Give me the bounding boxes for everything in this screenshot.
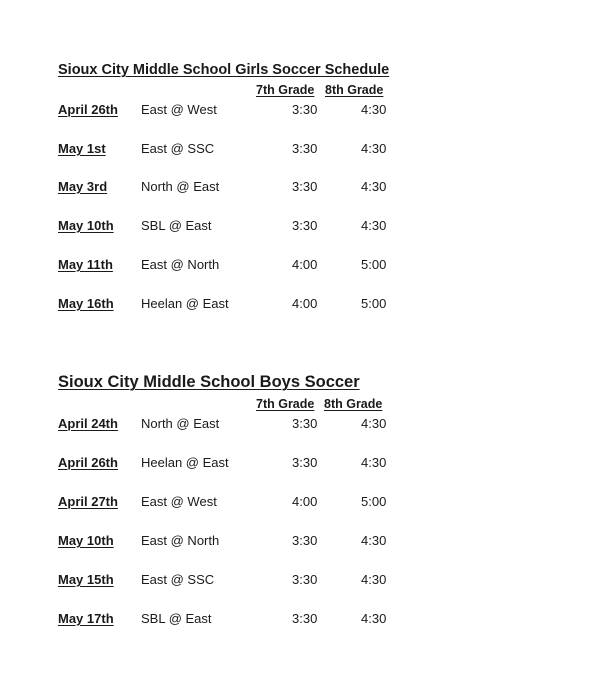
- game-time-8th: 4:30: [361, 102, 387, 117]
- game-matchup: East @ West: [141, 494, 217, 509]
- girls-game-row: [0, 296, 616, 316]
- boys-game-row: [0, 533, 616, 553]
- game-time-8th: 4:30: [361, 572, 387, 587]
- game-date: May 15th: [58, 572, 114, 587]
- game-matchup: East @ North: [141, 533, 220, 548]
- boys-7th-grade-header: 7th Grade: [256, 397, 315, 411]
- game-matchup: SBL @ East: [141, 611, 212, 626]
- game-time-7th: 3:30: [292, 611, 318, 626]
- game-matchup: North @ East: [141, 416, 220, 431]
- girls-game-row: [0, 218, 616, 238]
- game-time-7th: 3:30: [292, 141, 318, 156]
- game-time-7th: 3:30: [292, 179, 318, 194]
- game-time-8th: 4:30: [361, 455, 387, 470]
- game-time-8th: 4:30: [361, 533, 387, 548]
- boys-8th-grade-header: 8th Grade: [324, 397, 383, 411]
- boys-schedule-title: Sioux City Middle School Boys Soccer: [58, 373, 360, 391]
- game-time-7th: 4:00: [292, 257, 318, 272]
- game-date: April 26th: [58, 455, 118, 470]
- game-matchup: East @ West: [141, 102, 217, 117]
- game-matchup: SBL @ East: [141, 218, 212, 233]
- game-date: April 24th: [58, 416, 118, 431]
- game-date: May 17th: [58, 611, 114, 626]
- game-matchup: Heelan @ East: [141, 296, 229, 311]
- game-time-7th: 3:30: [292, 455, 318, 470]
- game-date: May 16th: [58, 296, 114, 311]
- game-time-8th: 4:30: [361, 416, 387, 431]
- game-time-8th: 4:30: [361, 218, 387, 233]
- game-matchup: Heelan @ East: [141, 455, 229, 470]
- game-time-7th: 3:30: [292, 533, 318, 548]
- game-matchup: East @ SSC: [141, 141, 215, 156]
- game-date: May 10th: [58, 533, 114, 548]
- girls-schedule-title: Sioux City Middle School Girls Soccer Schedule: [58, 62, 390, 78]
- boys-game-row: [0, 455, 616, 475]
- game-time-7th: 3:30: [292, 416, 318, 431]
- game-matchup: North @ East: [141, 179, 220, 194]
- girls-game-row: [0, 141, 616, 161]
- game-time-8th: 4:30: [361, 611, 387, 626]
- game-matchup: East @ SSC: [141, 572, 215, 587]
- game-time-7th: 4:00: [292, 494, 318, 509]
- game-time-8th: 5:00: [361, 494, 387, 509]
- game-time-7th: 3:30: [292, 572, 318, 587]
- game-time-7th: 3:30: [292, 102, 318, 117]
- girls-8th-grade-header: 8th Grade: [325, 83, 384, 97]
- game-date: May 3rd: [58, 179, 108, 194]
- game-matchup: East @ North: [141, 257, 220, 272]
- game-date: May 10th: [58, 218, 114, 233]
- game-date: April 26th: [58, 102, 118, 117]
- boys-game-row: [0, 494, 616, 514]
- boys-game-row: [0, 572, 616, 592]
- boys-game-row: [0, 611, 616, 631]
- game-time-8th: 5:00: [361, 257, 387, 272]
- game-time-7th: 4:00: [292, 296, 318, 311]
- game-time-8th: 4:30: [361, 179, 387, 194]
- game-date: April 27th: [58, 494, 118, 509]
- game-time-8th: 4:30: [361, 141, 387, 156]
- game-date: May 1st: [58, 141, 106, 156]
- girls-game-row: [0, 102, 616, 122]
- boys-game-row: [0, 416, 616, 436]
- girls-7th-grade-header: 7th Grade: [256, 83, 315, 97]
- game-time-8th: 5:00: [361, 296, 387, 311]
- game-date: May 11th: [58, 257, 113, 272]
- girls-game-row: [0, 257, 616, 277]
- game-time-7th: 3:30: [292, 218, 318, 233]
- girls-game-row: [0, 179, 616, 199]
